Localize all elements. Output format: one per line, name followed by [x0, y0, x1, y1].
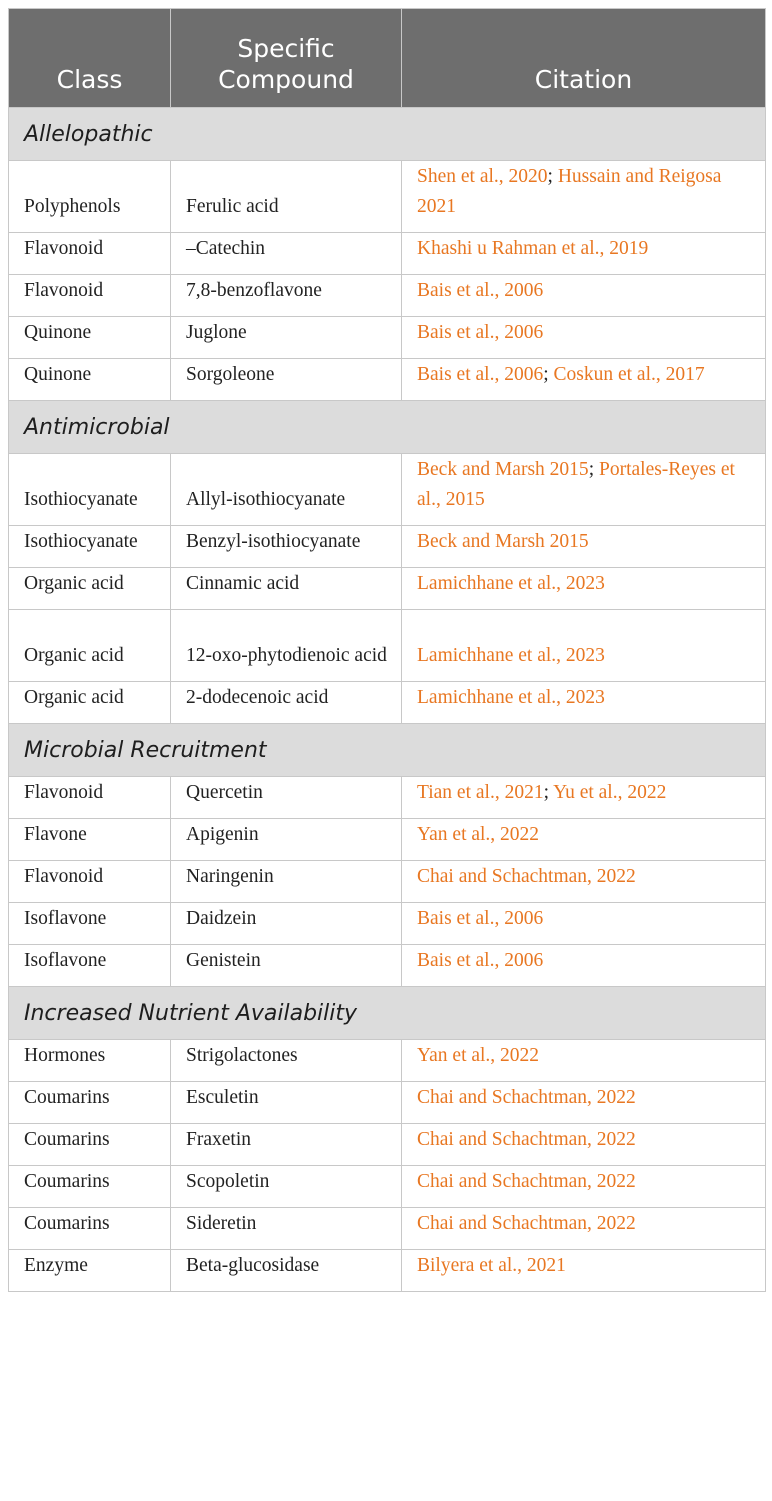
citation-link[interactable]: Hussain and Reigosa 2021: [417, 166, 722, 217]
table-row: [9, 454, 766, 526]
citation-cell: [402, 1040, 766, 1082]
table-row: [9, 317, 766, 359]
citation-cell: Shen et al., 2020; Hussain and Reigosa 2021: [402, 161, 766, 233]
citation-cell: Bais et al., 2006; Coskun et al., 2017: [402, 359, 766, 401]
compound-cell: Esculetin: [171, 1082, 402, 1124]
class-cell: Quinone: [9, 359, 171, 401]
class-cell: Flavonoid: [9, 233, 171, 275]
class-cell: Flavonoid: [9, 861, 171, 903]
citation-link[interactable]: Shen et al., 2020: [417, 166, 548, 187]
table-row: [9, 1208, 766, 1250]
citation-cell: [402, 275, 766, 317]
class-cell: Hormones: [9, 1040, 171, 1082]
table-row: [9, 1166, 766, 1208]
citation-link[interactable]: Bais et al., 2006: [417, 950, 544, 971]
compound-cell: Fraxetin: [171, 1124, 402, 1166]
citation-link[interactable]: Chai and Schachtman, 2022: [417, 1213, 636, 1234]
table-row: [9, 568, 766, 610]
class-cell: Coumarins: [9, 1208, 171, 1250]
header-citation: Citation: [402, 9, 766, 108]
table-row: [9, 861, 766, 903]
table-row: [9, 682, 766, 724]
citation-link[interactable]: Chai and Schachtman, 2022: [417, 1087, 636, 1108]
table-row: [9, 1040, 766, 1082]
section-title: Microbial Recruitment: [9, 724, 766, 777]
table-row: [9, 275, 766, 317]
class-cell: Flavonoid: [9, 275, 171, 317]
class-cell: Quinone: [9, 317, 171, 359]
citation-cell: [402, 945, 766, 987]
compound-cell: Scopoletin: [171, 1166, 402, 1208]
citation-link[interactable]: Yan et al., 2022: [417, 824, 540, 845]
citation-link[interactable]: Chai and Schachtman, 2022: [417, 866, 636, 887]
table-row: [9, 903, 766, 945]
section-title: Increased Nutrient Availability: [9, 987, 766, 1040]
class-cell: Isoflavone: [9, 945, 171, 987]
compound-cell: Juglone: [171, 317, 402, 359]
class-cell: Coumarins: [9, 1082, 171, 1124]
citation-link[interactable]: Bais et al., 2006: [417, 280, 544, 301]
table-row: [9, 945, 766, 987]
class-cell: Organic acid: [9, 568, 171, 610]
class-cell: Isoflavone: [9, 903, 171, 945]
compound-cell: Daidzein: [171, 903, 402, 945]
compound-cell: –Catechin: [171, 233, 402, 275]
citation-cell: Beck and Marsh 2015; Portales-Reyes et al., 2015: [402, 454, 766, 526]
citation-link[interactable]: Lamichhane et al., 2023: [417, 687, 605, 708]
citation-link[interactable]: Yu et al., 2022: [553, 782, 667, 803]
compound-cell: Genistein: [171, 945, 402, 987]
table-row: [9, 161, 766, 233]
compound-table: [8, 8, 766, 1292]
compound-cell: Ferulic acid: [171, 161, 402, 233]
citation-cell: [402, 568, 766, 610]
table-row: [9, 359, 766, 401]
citation-link[interactable]: Bais et al., 2006: [417, 322, 544, 343]
class-cell: Coumarins: [9, 1166, 171, 1208]
section-row: [9, 987, 766, 1040]
citation-link[interactable]: Yan et al., 2022: [417, 1045, 540, 1066]
header-compound: Specific Compound: [171, 9, 402, 108]
citation-cell: [402, 317, 766, 359]
table-row: [9, 1124, 766, 1166]
table-row: [9, 777, 766, 819]
citation-cell: [402, 610, 766, 682]
citation-cell: [402, 1250, 766, 1292]
compound-cell: Naringenin: [171, 861, 402, 903]
section-row: [9, 724, 766, 777]
section-row: [9, 108, 766, 161]
compound-cell: Sideretin: [171, 1208, 402, 1250]
compound-cell: Sorgoleone: [171, 359, 402, 401]
citation-link[interactable]: Chai and Schachtman, 2022: [417, 1171, 636, 1192]
citation-link[interactable]: Chai and Schachtman, 2022: [417, 1129, 636, 1150]
class-cell: Organic acid: [9, 610, 171, 682]
citation-cell: [402, 1082, 766, 1124]
section-row: [9, 401, 766, 454]
citation-cell: [402, 1208, 766, 1250]
table-row: [9, 526, 766, 568]
citation-cell: Tian et al., 2021; Yu et al., 2022: [402, 777, 766, 819]
citation-link[interactable]: Tian et al., 2021: [417, 782, 544, 803]
compound-cell: Apigenin: [171, 819, 402, 861]
citation-cell: [402, 861, 766, 903]
table-row: [9, 610, 766, 682]
class-cell: Isothiocyanate: [9, 454, 171, 526]
compound-cell: Benzyl-isothiocyanate: [171, 526, 402, 568]
citation-link[interactable]: Beck and Marsh 2015: [417, 531, 589, 552]
citation-link[interactable]: Bais et al., 2006: [417, 364, 544, 385]
citation-link[interactable]: Lamichhane et al., 2023: [417, 645, 605, 666]
citation-link[interactable]: Coskun et al., 2017: [553, 364, 705, 385]
class-cell: Polyphenols: [9, 161, 171, 233]
citation-link[interactable]: Lamichhane et al., 2023: [417, 573, 605, 594]
citation-link[interactable]: Khashi u Rahman et al., 2019: [417, 238, 649, 259]
compound-cell: 7,8-benzoflavone: [171, 275, 402, 317]
citation-cell: [402, 903, 766, 945]
citation-cell: [402, 233, 766, 275]
class-cell: Isothiocyanate: [9, 526, 171, 568]
compound-cell: Beta-glucosidase: [171, 1250, 402, 1292]
header-class: Class: [9, 9, 171, 108]
class-cell: Flavone: [9, 819, 171, 861]
class-cell: Flavonoid: [9, 777, 171, 819]
citation-cell: [402, 526, 766, 568]
citation-cell: [402, 819, 766, 861]
section-title: Allelopathic: [9, 108, 766, 161]
citation-link[interactable]: Portales-Reyes et al., 2015: [417, 459, 735, 510]
citation-link[interactable]: Bilyera et al., 2021: [417, 1255, 566, 1276]
table-row: [9, 819, 766, 861]
section-title: Antimicrobial: [9, 401, 766, 454]
citation-cell: [402, 682, 766, 724]
compound-cell: Strigolactones: [171, 1040, 402, 1082]
compound-cell: Cinnamic acid: [171, 568, 402, 610]
class-cell: Coumarins: [9, 1124, 171, 1166]
compound-cell: Quercetin: [171, 777, 402, 819]
compound-cell: 2-dodecenoic acid: [171, 682, 402, 724]
table-row: [9, 1082, 766, 1124]
compound-cell: Allyl-isothiocyanate: [171, 454, 402, 526]
header-row: [9, 9, 766, 108]
table-row: [9, 233, 766, 275]
citation-cell: [402, 1166, 766, 1208]
compound-cell: 12-oxo-phytodienoic acid: [171, 610, 402, 682]
table-row: [9, 1250, 766, 1292]
class-cell: Organic acid: [9, 682, 171, 724]
citation-link[interactable]: Beck and Marsh 2015: [417, 459, 589, 480]
citation-cell: [402, 1124, 766, 1166]
citation-link[interactable]: Bais et al., 2006: [417, 908, 544, 929]
class-cell: Enzyme: [9, 1250, 171, 1292]
